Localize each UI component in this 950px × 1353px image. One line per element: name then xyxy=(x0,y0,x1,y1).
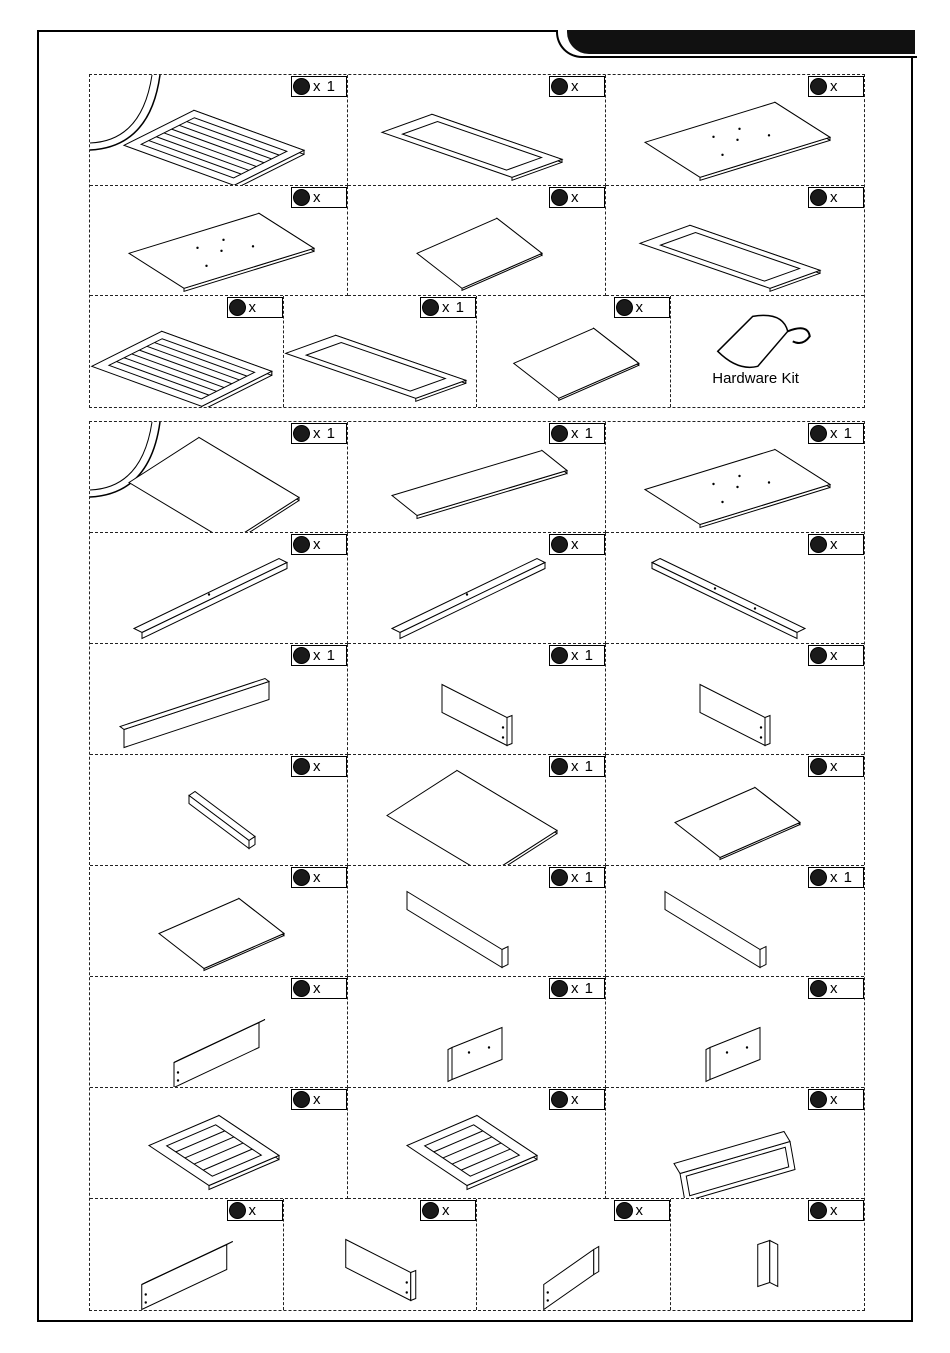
quantity-label: x 1 xyxy=(313,647,337,664)
part-number-circle xyxy=(229,1202,246,1219)
quantity-label: x xyxy=(313,980,322,997)
quantity-label: x xyxy=(571,78,580,95)
quantity-badge xyxy=(808,534,864,555)
part-number-circle xyxy=(551,1091,568,1108)
part-cell xyxy=(90,296,284,407)
part-cell xyxy=(606,1088,864,1199)
part-cell xyxy=(606,186,864,297)
quantity-label: x xyxy=(635,1202,644,1219)
quantity-badge xyxy=(291,867,347,888)
part-cell xyxy=(348,422,606,533)
quantity-label: x xyxy=(571,536,580,553)
quantity-label: x xyxy=(830,1202,839,1219)
part-cell xyxy=(348,866,606,977)
part-cell xyxy=(90,1088,348,1199)
quantity-label: x 1 xyxy=(571,980,595,997)
part-drawing xyxy=(671,296,865,407)
quantity-label: x xyxy=(830,758,839,775)
part-cell xyxy=(284,296,478,407)
part-cell xyxy=(477,296,671,407)
part-number-circle xyxy=(810,647,827,664)
part-number-circle xyxy=(810,1091,827,1108)
part-number-circle xyxy=(551,647,568,664)
part-cell xyxy=(606,533,864,644)
quantity-label: x xyxy=(830,1091,839,1108)
quantity-badge xyxy=(291,1089,347,1110)
quantity-label: x xyxy=(313,869,322,886)
quantity-badge xyxy=(549,76,605,97)
part-number-circle xyxy=(293,189,310,206)
part-number-circle xyxy=(551,758,568,775)
quantity-badge xyxy=(808,867,864,888)
part-number-circle xyxy=(810,980,827,997)
quantity-badge xyxy=(549,187,605,208)
part-number-circle xyxy=(616,1202,633,1219)
quantity-badge xyxy=(291,534,347,555)
part-number-circle xyxy=(810,1202,827,1219)
quantity-badge xyxy=(614,1200,670,1221)
quantity-badge xyxy=(549,978,605,999)
part-number-circle xyxy=(293,536,310,553)
part-number-circle xyxy=(551,536,568,553)
part-number-circle xyxy=(551,980,568,997)
part-number-circle xyxy=(810,869,827,886)
part-cell xyxy=(671,296,865,407)
quantity-label: x xyxy=(248,299,257,317)
quantity-label: x xyxy=(635,299,644,317)
quantity-badge xyxy=(291,187,347,208)
part-cell xyxy=(348,1088,606,1199)
part-number-circle xyxy=(551,869,568,886)
part-number-circle xyxy=(293,1091,310,1108)
quantity-badge xyxy=(291,756,347,777)
quantity-label: x 1 xyxy=(830,869,854,886)
quantity-badge xyxy=(420,1200,476,1221)
part-cell xyxy=(90,75,348,186)
quantity-badge xyxy=(808,756,864,777)
quantity-label: x xyxy=(248,1202,257,1219)
quantity-label: x xyxy=(313,1091,322,1108)
part-cell xyxy=(90,755,348,866)
part-cell xyxy=(348,186,606,297)
quantity-badge xyxy=(614,297,670,318)
quantity-label: x xyxy=(571,188,580,206)
quantity-badge xyxy=(549,1089,605,1110)
part-cell xyxy=(90,533,348,644)
hardware-kit-label: Hardware Kit xyxy=(712,369,799,387)
part-cell xyxy=(90,977,348,1088)
quantity-badge xyxy=(808,76,864,97)
quantity-badge xyxy=(549,867,605,888)
quantity-label: x 1 xyxy=(442,299,466,317)
quantity-label: x xyxy=(830,536,839,553)
part-cell xyxy=(348,644,606,755)
part-cell xyxy=(90,422,348,533)
quantity-badge xyxy=(549,756,605,777)
part-number-circle xyxy=(293,869,310,886)
quantity-label: x xyxy=(830,647,839,664)
quantity-badge xyxy=(549,423,605,444)
part-cell xyxy=(606,977,864,1088)
part-number-circle xyxy=(293,78,310,95)
quantity-label: x 1 xyxy=(571,647,595,664)
corner-arc-inner xyxy=(90,75,152,143)
quantity-badge xyxy=(808,187,864,208)
quantity-badge xyxy=(291,645,347,666)
quantity-label: x xyxy=(313,536,322,553)
part-cell xyxy=(477,1199,671,1310)
parts-section-top xyxy=(89,74,865,408)
quantity-badge xyxy=(291,423,347,444)
quantity-label: x 1 xyxy=(571,425,595,442)
parts-section-bottom xyxy=(89,421,865,1311)
quantity-badge xyxy=(291,76,347,97)
quantity-label: x 1 xyxy=(571,869,595,886)
quantity-badge xyxy=(227,297,283,318)
part-number-circle xyxy=(551,189,568,206)
quantity-badge xyxy=(808,645,864,666)
part-number-circle xyxy=(810,189,827,206)
quantity-label: x xyxy=(313,188,322,206)
part-number-circle xyxy=(551,78,568,95)
part-number-circle xyxy=(616,299,633,316)
part-number-circle xyxy=(810,536,827,553)
quantity-label: x 1 xyxy=(830,425,854,442)
quantity-badge xyxy=(549,645,605,666)
part-number-circle xyxy=(551,425,568,442)
quantity-label: x xyxy=(830,980,839,997)
part-number-circle xyxy=(810,78,827,95)
part-cell xyxy=(348,977,606,1088)
quantity-badge xyxy=(808,1200,864,1221)
part-cell xyxy=(284,1199,478,1310)
part-number-circle xyxy=(293,980,310,997)
quantity-label: x xyxy=(830,188,839,206)
part-cell xyxy=(90,186,348,297)
part-cell xyxy=(90,644,348,755)
quantity-label: x 1 xyxy=(313,425,337,442)
quantity-badge xyxy=(808,1089,864,1110)
part-number-circle xyxy=(293,758,310,775)
part-number-circle xyxy=(229,299,246,316)
part-number-circle xyxy=(422,1202,439,1219)
part-cell xyxy=(671,1199,865,1310)
header-bar xyxy=(567,30,915,54)
quantity-label: x xyxy=(571,1091,580,1108)
part-cell xyxy=(348,755,606,866)
part-cell xyxy=(348,533,606,644)
quantity-label: x 1 xyxy=(571,758,595,775)
part-cell xyxy=(606,422,864,533)
quantity-label: x xyxy=(313,758,322,775)
quantity-label: x xyxy=(442,1202,451,1219)
part-cell xyxy=(606,755,864,866)
quantity-badge xyxy=(420,297,476,318)
quantity-badge xyxy=(808,978,864,999)
part-number-circle xyxy=(293,647,310,664)
part-number-circle xyxy=(422,299,439,316)
part-cell xyxy=(606,866,864,977)
quantity-label: x 1 xyxy=(313,78,337,95)
part-number-circle xyxy=(810,758,827,775)
part-cell xyxy=(90,866,348,977)
quantity-badge xyxy=(291,978,347,999)
quantity-label: x xyxy=(830,78,839,95)
part-cell xyxy=(606,644,864,755)
part-cell xyxy=(90,1199,284,1310)
quantity-badge xyxy=(549,534,605,555)
part-number-circle xyxy=(293,425,310,442)
part-cell xyxy=(348,75,606,186)
part-cell xyxy=(606,75,864,186)
part-number-circle xyxy=(810,425,827,442)
quantity-badge xyxy=(808,423,864,444)
quantity-badge xyxy=(227,1200,283,1221)
